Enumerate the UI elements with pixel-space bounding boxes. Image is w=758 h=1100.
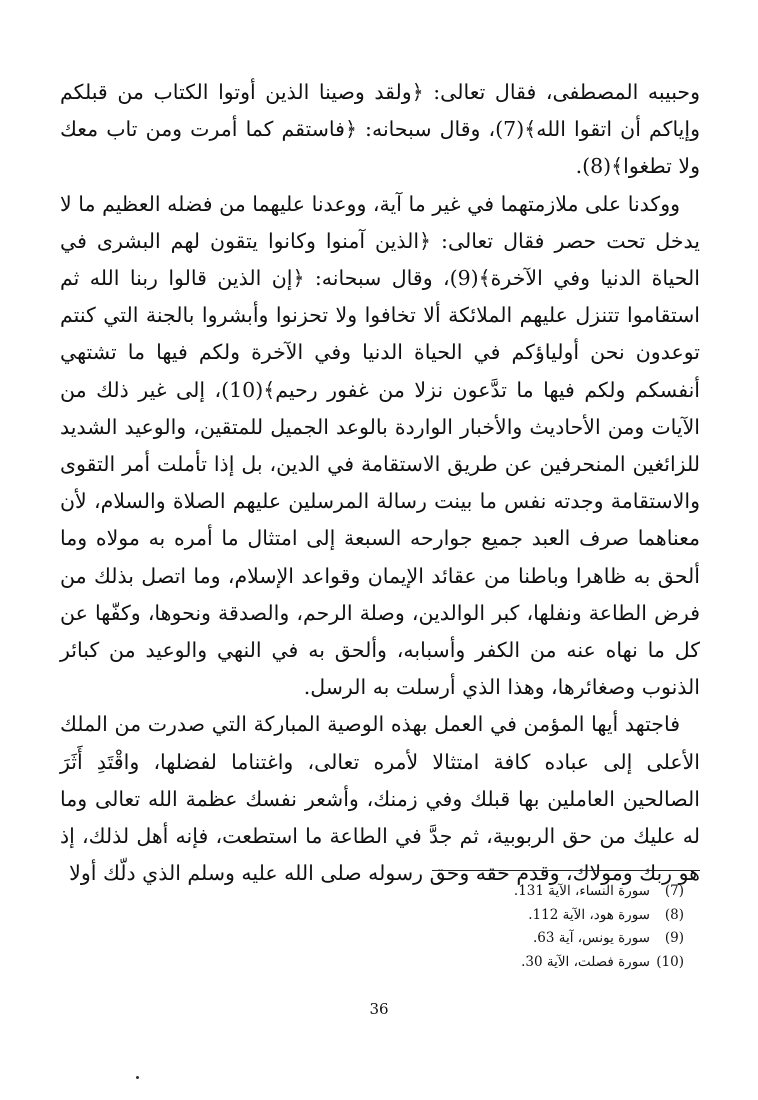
page-number: 36 [369,1000,389,1018]
footnote-text: سورة يونس، آية 63. [532,930,650,947]
paragraph: وحبيبه المصطفى، فقال تعالى: ﴿ولقد وصينا الذين أوتوا الكتاب من قبلكم وإياكم أن اتقوا الله﴾(7)، وقال سبحانه: ﴿فاستقم كما أمرت ومن تاب معك ولا تطغوا﴾(8). [60,80,700,179]
footnote-item [420,880,684,904]
footnotes [420,880,684,974]
paragraph: فاجتهد أيها المؤمن في العمل بهذه الوصية المباركة التي صدرت من الملك الأعلى إلى عباده كافة امتثالا لأمره تعالى، واغتناما لفضلها، واقْتَدِ أَثَرَ الصالحين العاملين بها قبلك وفي زمنك، وأشعر نفسك عظمة الله تعالى وما له عليك من حق الربوبية، ثم جدَّ في الطاعة ما استطعت، فإنه أهل لذلك، إذ هو ربك ومولاك، وقدم حقه وحق رسوله صلى الله عليه وسلم الذي دلّك أولا [60,712,700,886]
footnote-text: سورة فصلت، الآية 30. [521,953,650,970]
footnote-item [420,927,684,951]
footnote-item [420,951,684,975]
footnote-number: (9) [664,930,684,947]
footnote-text: سورة هود، الآية 112. [528,906,650,923]
footnote-number: (10) [656,953,684,970]
footnote-divider [432,870,700,871]
footnote-text: سورة النساء، الآية 131. [513,883,650,899]
scan-speck [136,1076,139,1079]
footnote-number: (8) [664,906,684,923]
footnote-item [420,904,684,928]
body-text [60,74,700,892]
paragraph: ووكدنا على ملازمتهما في غير ما آية، ووعدنا عليهما من فضله العظيم ما لا يدخل تحت حصر فقال تعالى: ﴿الذين آمنوا وكانوا يتقون لهم البشرى في الحياة الدنيا وفي الآخرة﴾(9)، وقال سبحانه: ﴿إن الذين قالوا ربنا الله ثم استقاموا تتنزل عليهم الملائكة ألا تخافوا ولا تحزنوا وأبشروا بالجنة التي كنتم توعدون نحن أولياؤكم في الحياة الدنيا وفي الآخرة ولكم فيها ما تشتهي أنفسكم ولكم فيها ما تدَّعون نزلا من غفور رحيم﴾(10)، إلى غير ذلك من الآيات ومن الأحاديث والأخبار الواردة بالوعد الجميل للمتقين، والوعيد الشديد للزائغين المنحرفين عن طريق الاستقامة في الدين، بل إذا تأملت أمر التقوى والاستقامة وجدته نفس ما بينت رسالة المرسلين عليهم الصلاة والسلام، لأن معناهما صرف العبد جميع جوارحه السبعة إلى امتثال ما أمره به مولاه وما ألحق به ظاهرا وباطنا من عقائد الإيمان وقواعد الإسلام، وما اتصل بذلك من فرض الطاعة ونفلها، كبر الوالدين، وصلة الرحم، والصدقة ونحوها، وكفّها عن كل ما نهاه عنه من الكفر وأسبابه، وألحق به في النهي والوعيد من كبائر الذنوب وصغائرها، وهذا الذي أرسلت به الرسل. [60,191,700,700]
footnote-number: (7) [664,883,684,899]
